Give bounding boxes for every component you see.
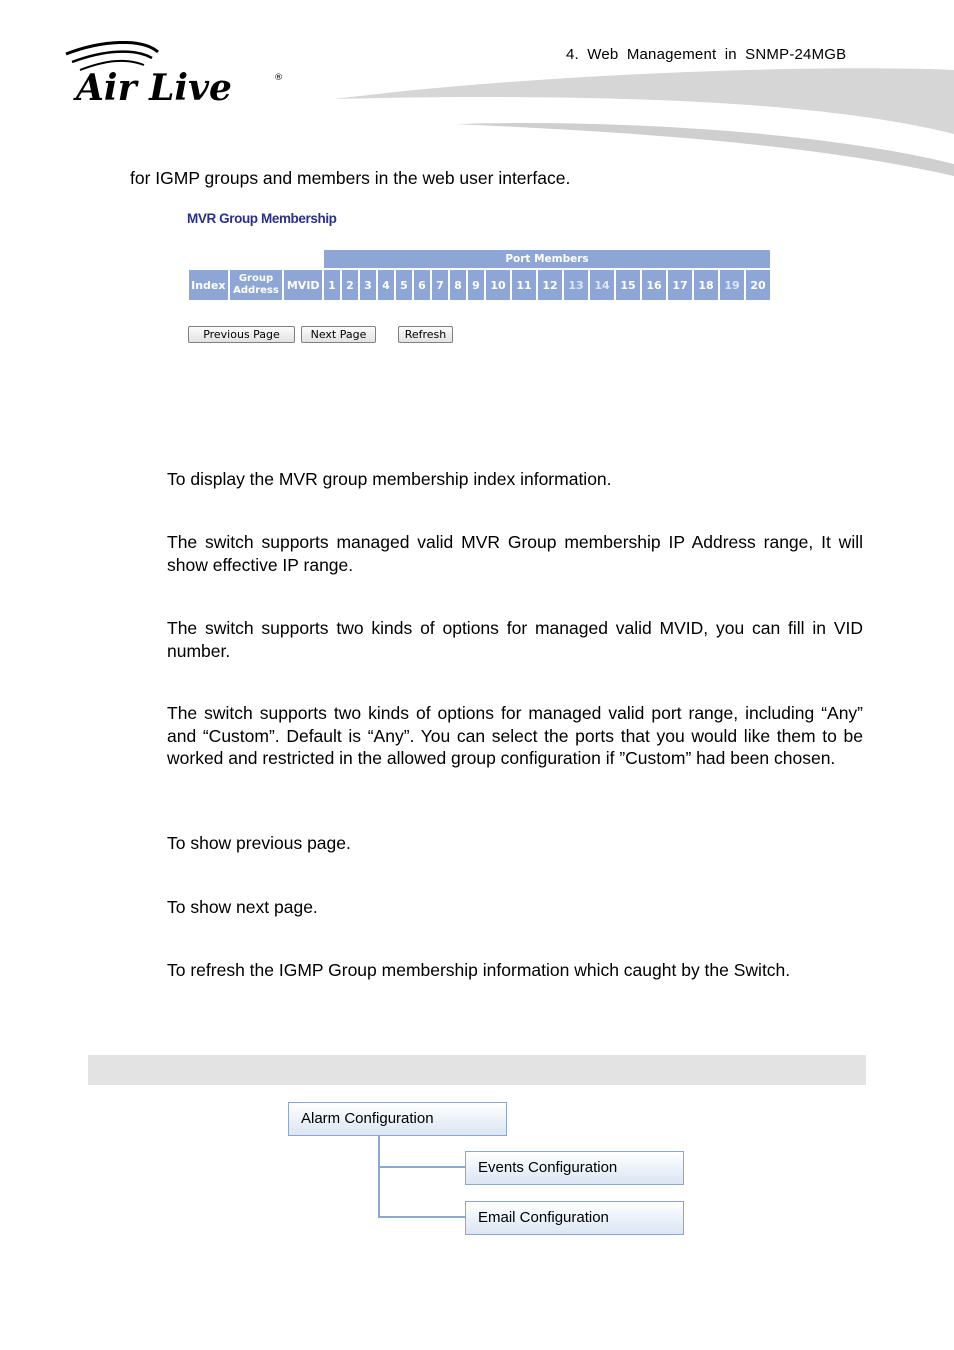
description-next-page: To show next page. [167, 897, 318, 917]
column-port: 18 [694, 270, 718, 300]
airlive-logo [62, 40, 292, 110]
mvr-membership-table [187, 248, 772, 302]
description-port-members: The switch supports two kinds of options for managed valid port range, including “Any” and “Custom”. Default is “Any”. You can select the ports that you would like them to be worked and restricted in the allowed group configuration if ”Custom” had been chosen. [167, 703, 863, 768]
intro-text: for IGMP groups and members in the web user interface. [130, 168, 571, 188]
column-port: 8 [450, 270, 466, 300]
column-port: 13 [564, 270, 588, 300]
column-port: 19 [720, 270, 744, 300]
description-previous-page: To show previous page. [167, 833, 351, 853]
column-port: 20 [746, 270, 770, 300]
column-mvid: MVID [284, 270, 322, 300]
column-group-address: Group Address [230, 270, 283, 300]
column-index: Index [189, 270, 228, 300]
svg-text:Air Live: Air Live [76, 67, 232, 109]
column-port: 2 [342, 270, 358, 300]
description-refresh: To refresh the IGMP Group membership information which caught by the Switch. [167, 960, 791, 980]
header-swoosh-decoration [334, 64, 954, 184]
column-port: 6 [414, 270, 430, 300]
section-heading-bar [88, 1055, 866, 1085]
tree-connector [378, 1216, 465, 1218]
next-page-button[interactable]: Next Page [301, 326, 376, 343]
column-port: 5 [396, 270, 412, 300]
column-port: 14 [590, 270, 614, 300]
description-mvid: The switch supports two kinds of options for managed valid MVID, you can fill in VID number. [167, 618, 863, 661]
previous-page-button[interactable]: Previous Page [188, 326, 295, 343]
tree-connector [378, 1166, 465, 1168]
column-port: 1 [324, 270, 340, 300]
description-index: To display the MVR group membership index information. [167, 469, 612, 489]
column-port: 15 [616, 270, 640, 300]
port-members-header: Port Members [324, 250, 770, 268]
refresh-button[interactable]: Refresh [398, 326, 453, 343]
tree-root-alarm-configuration: Alarm Configuration [288, 1102, 507, 1136]
tree-node-events-configuration: Events Configuration [465, 1151, 684, 1185]
column-port: 11 [512, 270, 536, 300]
tree-node-email-configuration: Email Configuration [465, 1201, 684, 1235]
column-port: 9 [468, 270, 484, 300]
column-port: 3 [360, 270, 376, 300]
svg-text:®: ® [274, 73, 283, 83]
column-port: 7 [432, 270, 448, 300]
column-port: 4 [378, 270, 394, 300]
column-port: 12 [538, 270, 562, 300]
column-port: 16 [642, 270, 666, 300]
tree-connector [378, 1136, 380, 1218]
panel-title: MVR Group Membership [187, 211, 337, 226]
table-blank-corner [189, 250, 322, 268]
column-port: 10 [486, 270, 510, 300]
column-port: 17 [668, 270, 692, 300]
description-group-address: The switch supports managed valid MVR Group membership IP Address range, It will show effective IP range. [167, 532, 863, 575]
chapter-heading: 4. Web Management in SNMP-24MGB [566, 46, 847, 63]
